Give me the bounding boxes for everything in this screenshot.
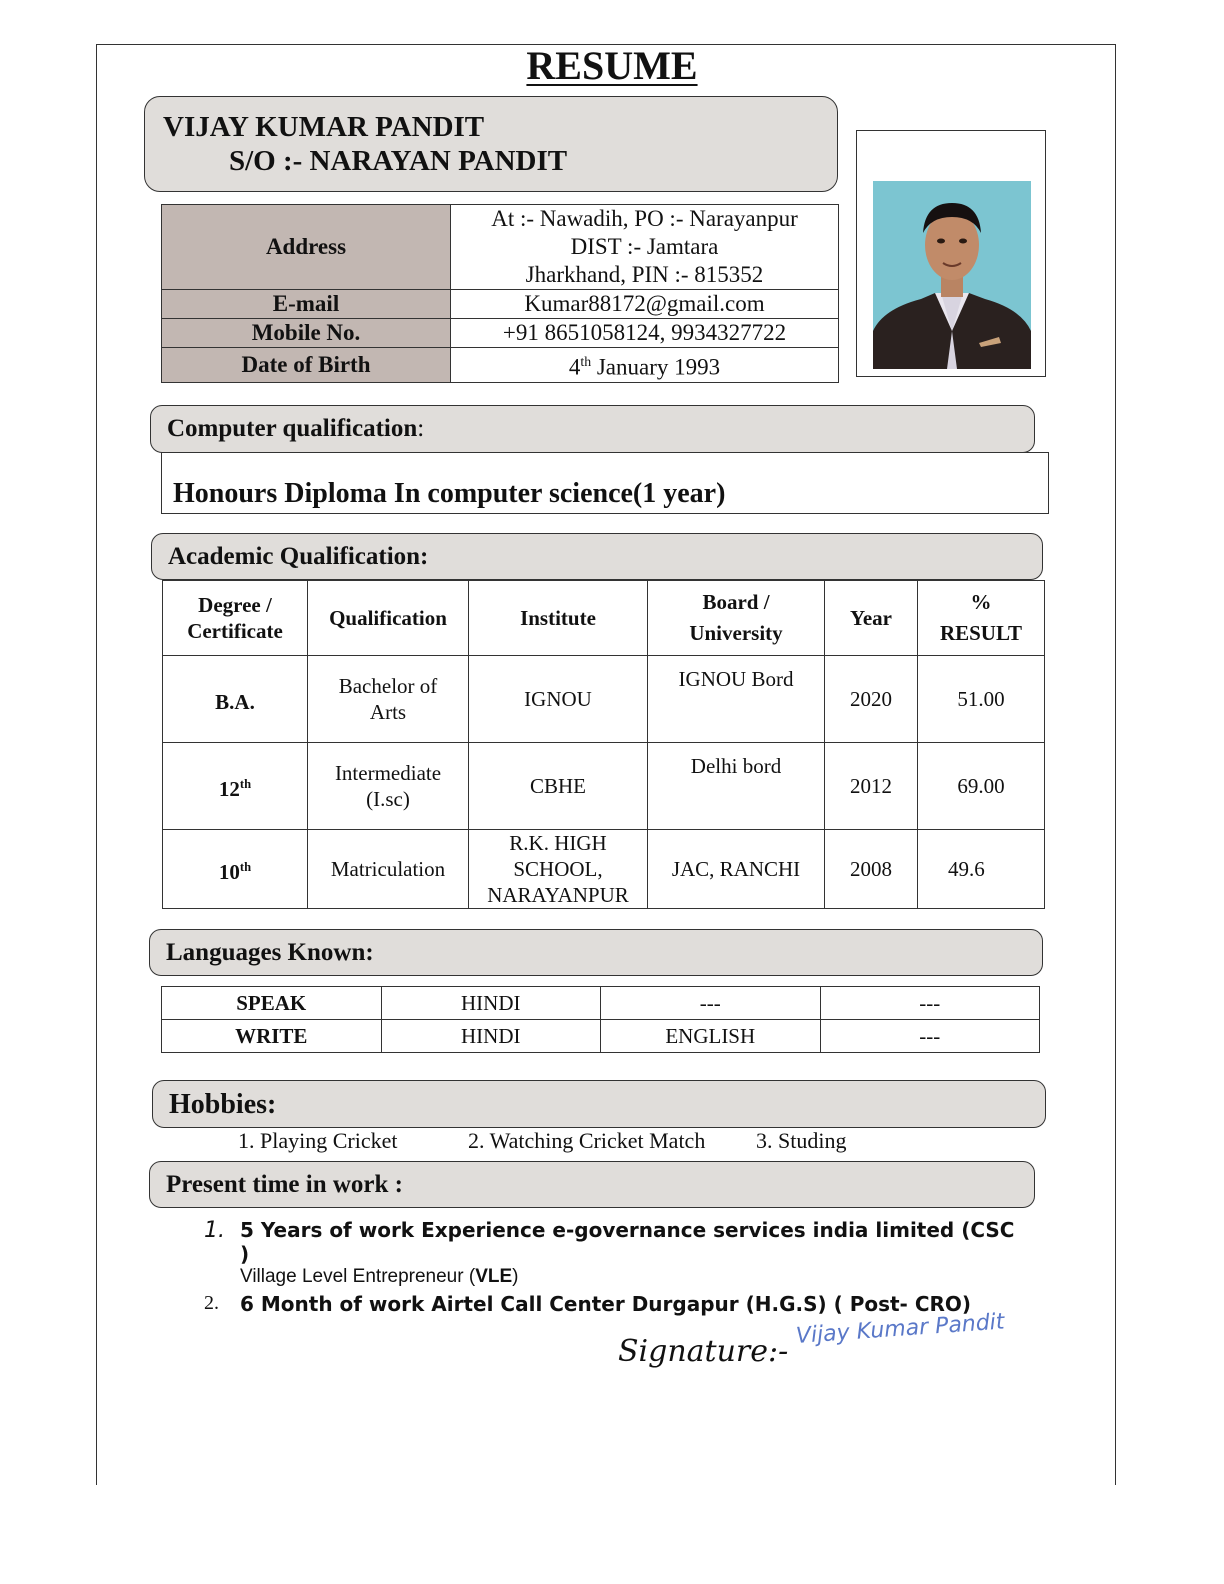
- degree-cell: 12th: [163, 743, 308, 830]
- language-skill-label: SPEAK: [162, 987, 382, 1020]
- result-cell: 49.6: [918, 830, 1045, 909]
- degree-cell: 10th: [163, 830, 308, 909]
- work-item-title: 6 Month of work Airtel Call Center Durgapur (H.G.S) ( Post- CRO): [240, 1292, 972, 1316]
- candidate-name: VIJAY KUMAR PANDIT: [163, 111, 485, 143]
- language-cell: ---: [820, 1020, 1040, 1053]
- photo-frame: [856, 130, 1046, 377]
- language-cell: ENGLISH: [601, 1020, 821, 1053]
- computer-qualification-value: Honours Diploma In computer science(1 year): [161, 452, 1049, 514]
- work-item: [204, 1292, 1024, 1316]
- degree-cell: B.A.: [163, 656, 308, 743]
- address-value: [451, 205, 839, 290]
- col-year: Year: [825, 581, 918, 656]
- board-cell: Delhi bord: [648, 743, 825, 830]
- language-cell: HINDI: [381, 1020, 601, 1053]
- language-row: [162, 987, 1040, 1020]
- academic-row: [163, 830, 1045, 909]
- language-cell: ---: [601, 987, 821, 1020]
- institute-cell: IGNOU: [469, 656, 648, 743]
- academic-row: [163, 656, 1045, 743]
- academic-header-row: [163, 581, 1045, 656]
- result-cell: 51.00: [918, 656, 1045, 743]
- language-skill-label: WRITE: [162, 1020, 382, 1053]
- work-item-title: 5 Years of work Experience e-governance services india limited (CSC ): [240, 1218, 1015, 1266]
- languages-heading: Languages Known:: [149, 929, 1043, 976]
- result-cell: 69.00: [918, 743, 1045, 830]
- personal-info-table: [161, 204, 839, 383]
- name-box: [144, 96, 838, 192]
- year-cell: 2012: [825, 743, 918, 830]
- work-heading: Present time in work :: [149, 1161, 1035, 1208]
- email-value: Kumar88172@gmail.com: [451, 290, 839, 319]
- col-result: % RESULT: [918, 581, 1045, 656]
- hobbies-heading: Hobbies:: [152, 1080, 1046, 1128]
- languages-table: [161, 986, 1040, 1053]
- work-item: [204, 1218, 1024, 1288]
- work-list: [204, 1218, 1024, 1316]
- board-cell: IGNOU Bord: [648, 656, 825, 743]
- signature: Vijay Kumar Pandit: [795, 1309, 1006, 1349]
- dob-value: 4th January 1993: [451, 348, 839, 383]
- language-row: [162, 1020, 1040, 1053]
- language-cell: ---: [820, 987, 1040, 1020]
- address-line: Jharkhand, PIN :- 815352: [525, 262, 764, 287]
- col-qualification: Qualification: [308, 581, 469, 656]
- qualification-cell: Intermediate (I.sc): [308, 743, 469, 830]
- hobby-item: 3. Studing: [756, 1128, 847, 1153]
- address-line: At :- Nawadih, PO :- Narayanpur: [491, 206, 798, 231]
- academic-table: [162, 580, 1045, 909]
- work-item-number: 1.: [204, 1218, 225, 1243]
- profile-photo: [873, 181, 1031, 369]
- col-board: Board / University: [648, 581, 825, 656]
- parent-name: S/O :- NARAYAN PANDIT: [229, 145, 568, 177]
- mobile-row: [162, 319, 839, 348]
- hobby-item: 1. Playing Cricket: [238, 1128, 398, 1153]
- work-item-subtitle: Village Level Entrepreneur (VLE): [240, 1266, 519, 1287]
- academic-qualification-heading: Academic Qualification:: [151, 533, 1043, 580]
- signature-label: Signature:-: [618, 1334, 789, 1369]
- year-cell: 2008: [825, 830, 918, 909]
- board-cell: JAC, RANCHI: [648, 830, 825, 909]
- institute-cell: R.K. HIGH SCHOOL, NARAYANPUR: [469, 830, 648, 909]
- institute-cell: CBHE: [469, 743, 648, 830]
- academic-row: [163, 743, 1045, 830]
- computer-qualification-heading: Computer qualification:: [150, 405, 1035, 453]
- page-title: RESUME: [526, 43, 698, 88]
- language-cell: HINDI: [381, 987, 601, 1020]
- year-cell: 2020: [825, 656, 918, 743]
- qualification-cell: Bachelor of Arts: [308, 656, 469, 743]
- mobile-label: Mobile No.: [162, 319, 451, 348]
- col-institute: Institute: [469, 581, 648, 656]
- dob-label: Date of Birth: [162, 348, 451, 383]
- col-degree: Degree / Certificate: [163, 581, 308, 656]
- hobby-item: 2. Watching Cricket Match: [468, 1128, 706, 1153]
- dob-row: [162, 348, 839, 383]
- mobile-value: +91 8651058124, 9934327722: [451, 319, 839, 348]
- email-row: [162, 290, 839, 319]
- address-label: Address: [162, 205, 451, 290]
- address-line: DIST :- Jamtara: [570, 234, 719, 259]
- email-label: E-mail: [162, 290, 451, 319]
- work-item-number: 2.: [204, 1292, 219, 1314]
- address-row: [162, 205, 839, 290]
- qualification-cell: Matriculation: [308, 830, 469, 909]
